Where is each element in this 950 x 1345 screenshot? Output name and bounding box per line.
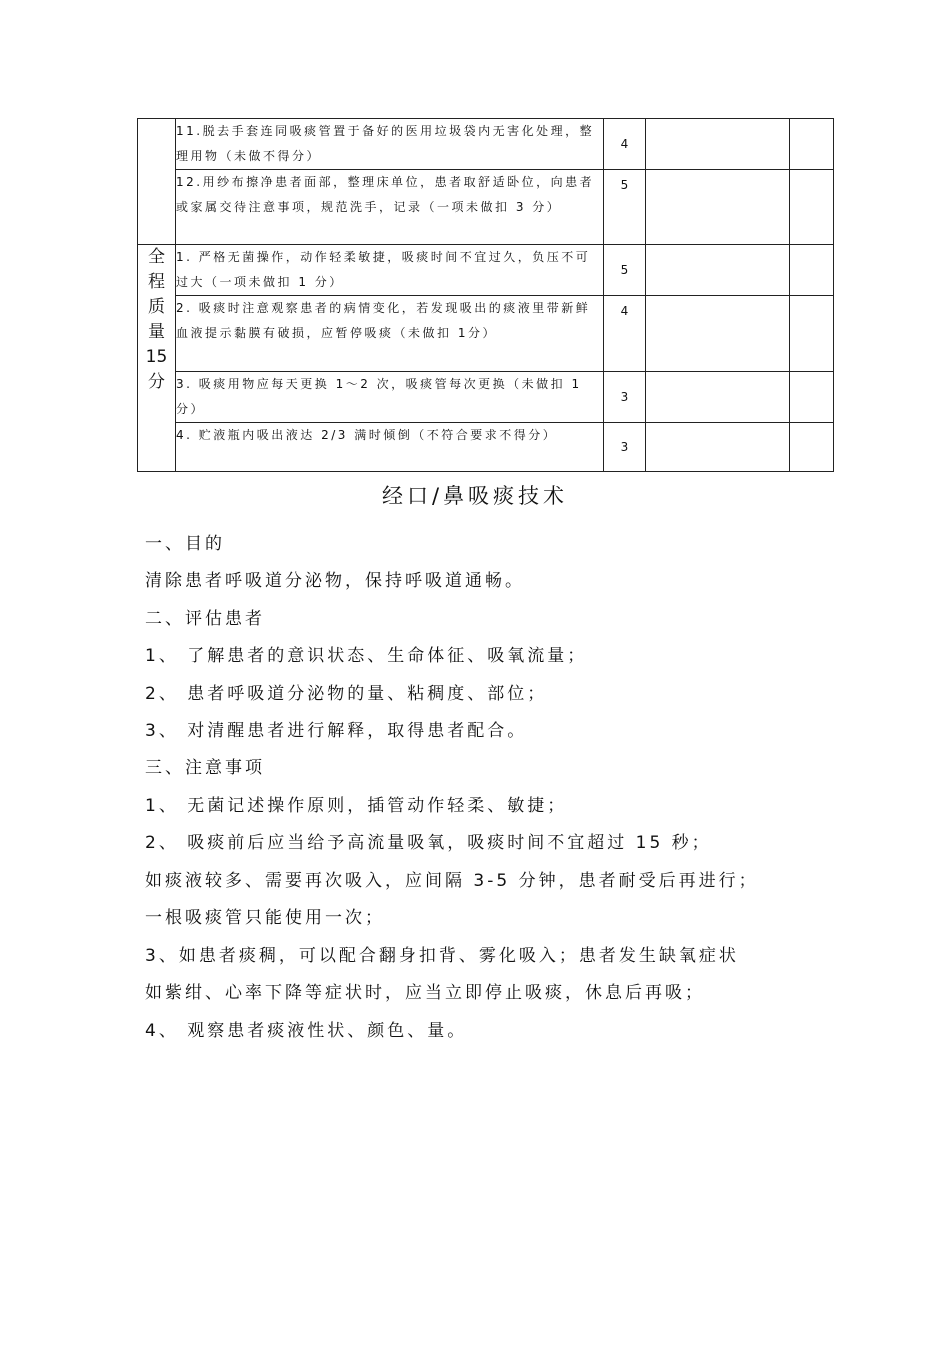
points-cell: 4 <box>604 296 646 372</box>
table-row <box>138 170 834 245</box>
item-cell: 12.用纱布擦净患者面部，整理床单位，患者取舒适卧位，向患者或家属交待注意事项，规范洗手，记录（一项未做扣 3 分） <box>176 170 604 245</box>
score-cell <box>646 372 790 423</box>
table-row <box>138 372 834 423</box>
heading-precautions: 三、注意事项 <box>145 758 265 778</box>
precaution-item-1: 1、 无菌记述操作原则，插管动作轻柔、敏捷； <box>145 796 568 816</box>
table-row <box>138 119 834 170</box>
score-cell <box>646 119 790 170</box>
remark-cell <box>790 296 834 372</box>
table-row <box>138 296 834 372</box>
points-cell: 4 <box>604 119 646 170</box>
remark-cell <box>790 372 834 423</box>
section-title-char: 程 <box>148 272 165 292</box>
scoring-table <box>137 118 834 472</box>
section-cell-empty <box>138 119 176 245</box>
precaution-item-3: 3、如患者痰稠，可以配合翻身扣背、雾化吸入；患者发生缺氧症状 <box>145 946 739 966</box>
points-cell: 5 <box>604 245 646 296</box>
document-title: 经口/鼻吸痰技术 <box>381 484 569 508</box>
score-cell <box>646 245 790 296</box>
purpose-text: 清除患者呼吸道分泌物，保持呼吸道通畅。 <box>145 571 525 591</box>
section-title-char: 全 <box>148 247 165 267</box>
table-row <box>138 423 834 472</box>
assessment-item-1: 1、 了解患者的意识状态、生命体征、吸氧流量； <box>145 646 588 666</box>
points-cell: 5 <box>604 170 646 245</box>
item-cell: 1. 严格无菌操作，动作轻柔敏捷，吸痰时间不宜过久，负压不可过大（一项未做扣 1 分） <box>176 245 604 296</box>
remark-cell <box>790 170 834 245</box>
score-cell <box>646 296 790 372</box>
precaution-item-4: 4、 观察患者痰液性状、颜色、量。 <box>145 1021 468 1041</box>
heading-purpose: 一、目的 <box>145 534 225 554</box>
precaution-item-2-cont-2: 一根吸痰管只能使用一次； <box>145 908 385 928</box>
section-title-cell <box>138 245 176 472</box>
item-cell: 11.脱去手套连同吸痰管置于备好的医用垃圾袋内无害化处理，整理用物（未做不得分） <box>176 119 604 170</box>
section-title-char: 量 <box>148 322 165 342</box>
remark-cell <box>790 423 834 472</box>
score-cell <box>646 423 790 472</box>
precaution-item-3-cont: 如紫绀、心率下降等症状时，应当立即停止吸痰，休息后再吸； <box>145 983 705 1003</box>
points-cell: 3 <box>604 372 646 423</box>
section-title-char: 分 <box>148 372 165 392</box>
item-cell: 2. 吸痰时注意观察患者的病情变化，若发现吸出的痰液里带新鲜血液提示黏膜有破损，应暂停吸痰（未做扣 1分） <box>176 296 604 372</box>
precaution-item-2-cont-1: 如痰液较多、需要再次吸入，应间隔 3-5 分钟，患者耐受后再进行； <box>145 871 759 891</box>
section-title-char: 15 <box>145 347 168 367</box>
table-row <box>138 245 834 296</box>
score-cell <box>646 170 790 245</box>
precaution-item-2: 2、 吸痰前后应当给予高流量吸氧，吸痰时间不宜超过 15 秒； <box>145 833 712 853</box>
assessment-item-3: 3、 对清醒患者进行解释，取得患者配合。 <box>145 721 528 741</box>
item-cell: 4. 贮液瓶内吸出液达 2/3 满时倾倒（不符合要求不得分） <box>176 423 604 472</box>
heading-assessment: 二、评估患者 <box>145 609 265 629</box>
remark-cell <box>790 119 834 170</box>
points-cell: 3 <box>604 423 646 472</box>
section-title-char: 质 <box>148 297 165 317</box>
item-cell: 3. 吸痰用物应每天更换 1～2 次，吸痰管每次更换（未做扣 1 分） <box>176 372 604 423</box>
assessment-item-2: 2、 患者呼吸道分泌物的量、粘稠度、部位； <box>145 684 548 704</box>
remark-cell <box>790 245 834 296</box>
